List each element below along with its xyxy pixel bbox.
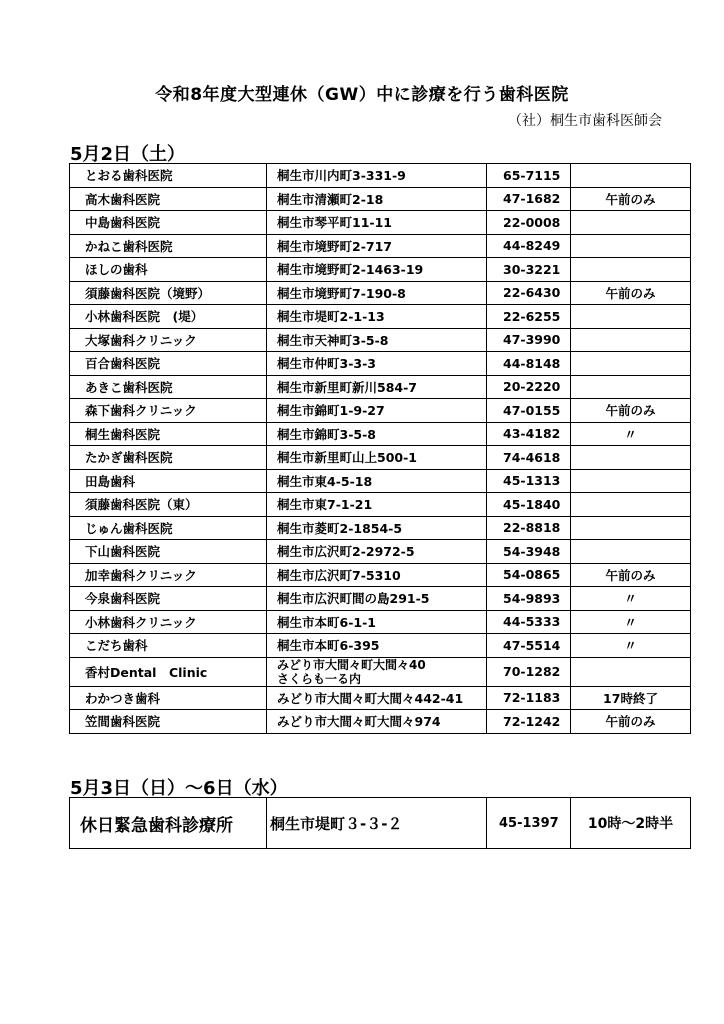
clinic-name: たかぎ歯科医院 bbox=[70, 446, 267, 470]
clinic-name: 小林歯科医院 (堤） bbox=[70, 305, 267, 329]
clinic-tel: 30-3221 bbox=[487, 258, 571, 282]
page-title: 令和8年度大型連休（GW）中に診療を行う歯科医院 bbox=[155, 85, 569, 105]
clinic-table-may-3-6 bbox=[69, 797, 691, 849]
clinic-tel: 22-8818 bbox=[487, 516, 571, 540]
clinic-address: 桐生市新里町新川584-7 bbox=[267, 375, 487, 399]
clinic-name: 田島歯科 bbox=[70, 469, 267, 493]
clinic-tel: 43-4182 bbox=[487, 422, 571, 446]
clinic-note: 午前のみ bbox=[571, 187, 691, 211]
clinic-address: 桐生市広沢町7-5310 bbox=[267, 563, 487, 587]
table-row bbox=[70, 563, 691, 587]
clinic-address-line1: みどり市大間々町大間々40 bbox=[277, 657, 426, 672]
clinic-note bbox=[571, 375, 691, 399]
table-row bbox=[70, 634, 691, 658]
clinic-address: 桐生市錦町3-5-8 bbox=[267, 422, 487, 446]
clinic-tel: 44-8249 bbox=[487, 234, 571, 258]
clinic-address: みどり市大間々町大間々974 bbox=[267, 710, 487, 734]
clinic-tel: 47-0155 bbox=[487, 399, 571, 423]
clinic-tel: 47-1682 bbox=[487, 187, 571, 211]
clinic-note bbox=[571, 469, 691, 493]
clinic-tel: 44-5333 bbox=[487, 610, 571, 634]
section-heading-may-3-6: 5月3日（日）～6日（水） bbox=[70, 778, 288, 799]
clinic-note: 午前のみ bbox=[571, 563, 691, 587]
table-row bbox=[70, 516, 691, 540]
clinic-name: かねこ歯科医院 bbox=[70, 234, 267, 258]
clinic-address: 桐生市東4-5-18 bbox=[267, 469, 487, 493]
clinic-note: 17時終了 bbox=[571, 686, 691, 710]
clinic-note bbox=[571, 446, 691, 470]
clinic-address: 桐生市川内町3-331-9 bbox=[267, 164, 487, 188]
clinic-tel: 47-5514 bbox=[487, 634, 571, 658]
clinic-address: 桐生市新里町山上500-1 bbox=[267, 446, 487, 470]
clinic-name: 桐生歯科医院 bbox=[70, 422, 267, 446]
table-row bbox=[70, 446, 691, 470]
clinic-name: 休日緊急歯科診療所 bbox=[70, 798, 267, 849]
table-row bbox=[70, 305, 691, 329]
clinic-name: ほしの歯科 bbox=[70, 258, 267, 282]
clinic-note: 10時～2時半 bbox=[571, 798, 691, 849]
clinic-name: 須藤歯科医院（境野） bbox=[70, 281, 267, 305]
clinic-address: 桐生市琴平町11-11 bbox=[267, 211, 487, 235]
table-row bbox=[70, 211, 691, 235]
clinic-tel: 74-4618 bbox=[487, 446, 571, 470]
clinic-name: わかつき歯科 bbox=[70, 686, 267, 710]
clinic-tel: 20-2220 bbox=[487, 375, 571, 399]
clinic-note: 〃 bbox=[571, 422, 691, 446]
clinic-note: 〃 bbox=[571, 610, 691, 634]
clinic-address: みどり市大間々町大間々442-41 bbox=[267, 686, 487, 710]
clinic-name: こだち歯科 bbox=[70, 634, 267, 658]
clinic-address: 桐生市堤町３-３-２ bbox=[267, 798, 487, 849]
clinic-name: あきこ歯科医院 bbox=[70, 375, 267, 399]
clinic-tel: 22-6430 bbox=[487, 281, 571, 305]
clinic-note bbox=[571, 516, 691, 540]
clinic-note bbox=[571, 328, 691, 352]
clinic-note: 午前のみ bbox=[571, 281, 691, 305]
clinic-note bbox=[571, 234, 691, 258]
clinic-address: 桐生市境野町2-1463-19 bbox=[267, 258, 487, 282]
table-row bbox=[70, 187, 691, 211]
clinic-tel: 54-3948 bbox=[487, 540, 571, 564]
clinic-address: 桐生市堤町2-1-13 bbox=[267, 305, 487, 329]
table-row bbox=[70, 469, 691, 493]
table-row bbox=[70, 686, 691, 710]
clinic-note: 〃 bbox=[571, 587, 691, 611]
clinic-name: 百合歯科医院 bbox=[70, 352, 267, 376]
table-row bbox=[70, 493, 691, 517]
table-row bbox=[70, 328, 691, 352]
table-row bbox=[70, 352, 691, 376]
table-row bbox=[70, 657, 691, 686]
clinic-tel: 47-3990 bbox=[487, 328, 571, 352]
table-row bbox=[70, 540, 691, 564]
table-row bbox=[70, 375, 691, 399]
clinic-tel: 44-8148 bbox=[487, 352, 571, 376]
clinic-note: 午前のみ bbox=[571, 710, 691, 734]
clinic-tel: 65-7115 bbox=[487, 164, 571, 188]
clinic-address-line2: さくらも一る内 bbox=[277, 671, 362, 686]
table-row bbox=[70, 798, 691, 849]
clinic-name: 森下歯科クリニック bbox=[70, 399, 267, 423]
clinic-name: 高木歯科医院 bbox=[70, 187, 267, 211]
clinic-name: 加幸歯科クリニック bbox=[70, 563, 267, 587]
clinic-name: 大塚歯科クリニック bbox=[70, 328, 267, 352]
clinic-note bbox=[571, 164, 691, 188]
table-row bbox=[70, 258, 691, 282]
clinic-name: とおる歯科医院 bbox=[70, 164, 267, 188]
table-row bbox=[70, 399, 691, 423]
table-row bbox=[70, 281, 691, 305]
clinic-note bbox=[571, 540, 691, 564]
clinic-name: 下山歯科医院 bbox=[70, 540, 267, 564]
clinic-address: 桐生市天神町3-5-8 bbox=[267, 328, 487, 352]
clinic-address: 桐生市境野町2-717 bbox=[267, 234, 487, 258]
table-row bbox=[70, 610, 691, 634]
clinic-address: 桐生市仲町3-3-3 bbox=[267, 352, 487, 376]
clinic-tel: 72-1242 bbox=[487, 710, 571, 734]
clinic-name: 小林歯科クリニック bbox=[70, 610, 267, 634]
clinic-name: じゅん歯科医院 bbox=[70, 516, 267, 540]
clinic-note: 午前のみ bbox=[571, 399, 691, 423]
clinic-note bbox=[571, 352, 691, 376]
clinic-table-may-2 bbox=[69, 163, 691, 734]
clinic-note bbox=[571, 211, 691, 235]
clinic-name: 香村Dental Clinic bbox=[70, 657, 267, 686]
clinic-note: 〃 bbox=[571, 634, 691, 658]
clinic-name: 中島歯科医院 bbox=[70, 211, 267, 235]
table-row bbox=[70, 164, 691, 188]
clinic-tel: 54-0865 bbox=[487, 563, 571, 587]
clinic-tel: 45-1313 bbox=[487, 469, 571, 493]
clinic-tel: 45-1397 bbox=[487, 798, 571, 849]
clinic-address: 桐生市清瀬町2-18 bbox=[267, 187, 487, 211]
table-row bbox=[70, 234, 691, 258]
clinic-note bbox=[571, 657, 691, 686]
clinic-note bbox=[571, 493, 691, 517]
clinic-address: 桐生市広沢町間の島291-5 bbox=[267, 587, 487, 611]
clinic-address: 桐生市菱町2-1854-5 bbox=[267, 516, 487, 540]
section-heading-may-2: 5月2日（土） bbox=[70, 144, 186, 165]
clinic-tel: 72-1183 bbox=[487, 686, 571, 710]
clinic-address: 桐生市広沢町2-2972-5 bbox=[267, 540, 487, 564]
clinic-name: 須藤歯科医院（東） bbox=[70, 493, 267, 517]
clinic-note bbox=[571, 305, 691, 329]
clinic-tel: 22-0008 bbox=[487, 211, 571, 235]
clinic-name: 笠間歯科医院 bbox=[70, 710, 267, 734]
organization-name: （社）桐生市歯科医師会 bbox=[508, 113, 662, 129]
table-row bbox=[70, 587, 691, 611]
clinic-address: 桐生市錦町1-9-27 bbox=[267, 399, 487, 423]
clinic-address: 桐生市本町6-1-1 bbox=[267, 610, 487, 634]
clinic-address: 桐生市本町6-395 bbox=[267, 634, 487, 658]
clinic-tel: 22-6255 bbox=[487, 305, 571, 329]
clinic-tel: 45-1840 bbox=[487, 493, 571, 517]
clinic-tel: 70-1282 bbox=[487, 657, 571, 686]
clinic-address bbox=[267, 657, 487, 686]
table-row bbox=[70, 422, 691, 446]
clinic-address: 桐生市東7-1-21 bbox=[267, 493, 487, 517]
clinic-name: 今泉歯科医院 bbox=[70, 587, 267, 611]
clinic-note bbox=[571, 258, 691, 282]
clinic-address: 桐生市境野町7-190-8 bbox=[267, 281, 487, 305]
table-row bbox=[70, 710, 691, 734]
clinic-tel: 54-9893 bbox=[487, 587, 571, 611]
